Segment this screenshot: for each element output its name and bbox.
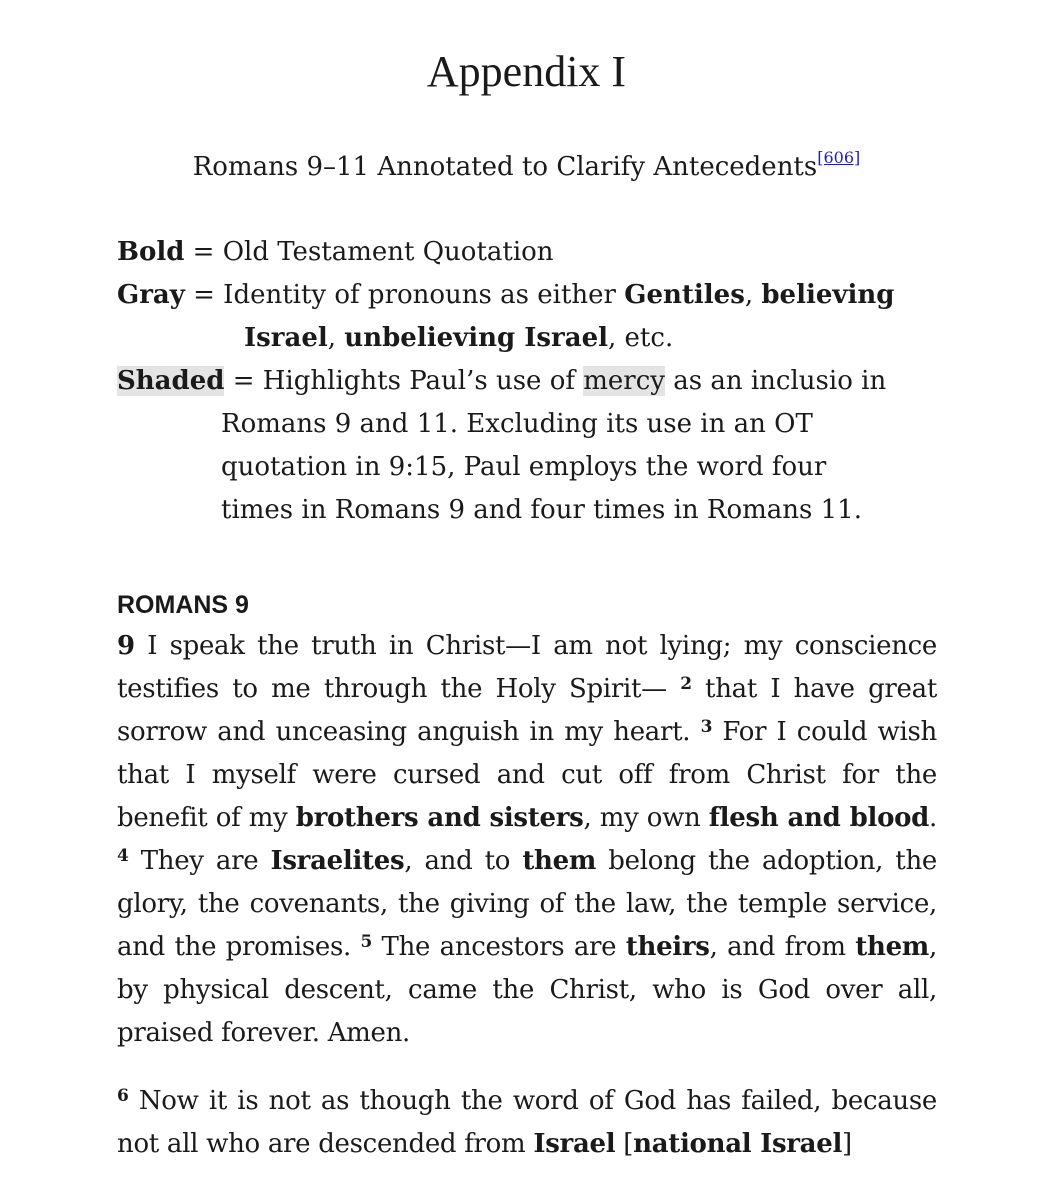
verse-5-text-a: The ancestors are	[372, 932, 626, 962]
legend-bold-row	[117, 231, 917, 274]
verse-3-bold-1: brothers and sisters	[295, 803, 584, 833]
verse-number-6: 6	[117, 1086, 129, 1106]
legend-shaded-def: = Highlights Paul’s use of	[224, 366, 584, 396]
verse-3-bold-2: flesh and blood	[708, 803, 930, 833]
chapter-number: 9	[117, 631, 135, 661]
legend-shaded-term: Shaded	[117, 366, 225, 396]
footnote-link[interactable]: [606]	[817, 148, 861, 167]
legend-gray-row	[117, 274, 917, 360]
verse-6-bold-2: national Israel	[633, 1129, 843, 1159]
verse-5-bold-1: theirs	[625, 932, 710, 962]
paragraph-verses-1-5	[117, 625, 937, 1055]
verse-5-bold-2: them	[855, 932, 930, 962]
subtitle	[0, 138, 1053, 187]
legend-shaded-def-b: as an inclusio in	[664, 366, 887, 396]
legend-gray-tail: , etc.	[608, 323, 674, 353]
verse-4-text-c: belong the adoption, the glory, the covenants, the giving of the law, the temple service, and the promises.	[117, 846, 937, 962]
verse-3-text-b: , my own	[583, 803, 709, 833]
verse-6-text-b: [	[615, 1129, 634, 1159]
verse-6-text-c: ]	[842, 1129, 852, 1159]
verse-6-text-a: Now it is not as though the word of God has failed, because not all who are descended from	[117, 1086, 937, 1159]
verse-number-3: 3	[700, 717, 713, 737]
legend-gray-example-gentiles: Gentiles	[624, 280, 745, 310]
verse-6-bold-1: Israel	[533, 1129, 616, 1159]
verse-3-text-a: For I could wish that I myself were cursed and cut off from Christ for the benefit of my	[117, 717, 937, 833]
verse-4-bold-2: them	[522, 846, 597, 876]
legend-gray-sep2: ,	[327, 323, 345, 353]
verse-1-text: I speak the truth in Christ—I am not lying; my conscience testifies to me through the Holy Spirit—	[117, 631, 937, 704]
verse-number-4: 4	[117, 846, 129, 866]
legend-gray-def: = Identity of pronouns as either	[184, 280, 625, 310]
verse-4-text-a: They are	[128, 846, 271, 876]
verse-4-text-b: , and to	[404, 846, 523, 876]
page-title: Appendix I	[426, 47, 627, 96]
legend-gray-sep: ,	[744, 280, 762, 310]
verse-number-5: 5	[360, 932, 373, 952]
legend-gray-example-believing: believing	[761, 280, 895, 310]
subtitle-text: Romans 9–11 Annotated to Clarify Antecedents	[192, 152, 818, 182]
legend-shaded-row	[117, 360, 917, 532]
verse-4-bold-1: Israelites	[270, 846, 405, 876]
verse-3-text-c: .	[929, 803, 938, 833]
legend-shaded-word: mercy	[583, 366, 665, 396]
verse-5-text-b: , and from	[709, 932, 856, 962]
verse-number-2: 2	[680, 674, 692, 694]
legend-bold-def: = Old Testament Quotation	[184, 237, 554, 267]
legend-gray-example-unbelieving: unbelieving Israel	[344, 323, 609, 353]
verse-5-text-c: , by physical descent, came the Christ, who is God over all, praised forever. Amen.	[117, 932, 937, 1048]
section-heading: ROMANS 9	[117, 591, 249, 619]
verse-2-text: that I have great sorrow and unceasing anguish in my heart.	[117, 674, 937, 747]
legend-gray-term: Gray	[117, 280, 185, 310]
legend-gray-continuation	[117, 317, 917, 360]
legend-gray-example-israel: Israel	[244, 323, 328, 353]
legend-shaded-line-2: Romans 9 and 11. Excluding its use in an OT	[221, 409, 813, 439]
legend-bold-term: Bold	[117, 237, 185, 267]
paragraph-verse-6	[117, 1080, 937, 1166]
legend-shaded-line-4: times in Romans 9 and four times in Romans 11.	[221, 495, 862, 525]
legend	[117, 231, 917, 532]
legend-shaded-line-3: quotation in 9:15, Paul employs the word four	[221, 452, 827, 482]
